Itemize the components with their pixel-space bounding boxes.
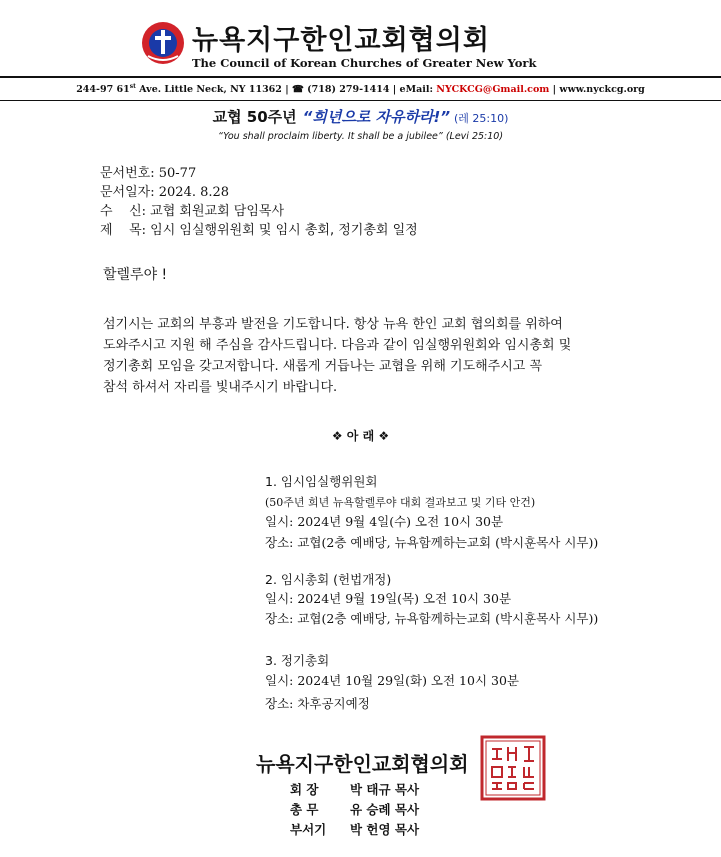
doc-recipient — [100, 200, 284, 219]
theme-english: “You shall proclaim liberty. It shall be a jubilee” (Levi 25:10) — [217, 131, 504, 142]
theme-verse: (레 25:10) — [453, 112, 509, 125]
officer-name: 박 헌영 목사 — [350, 822, 420, 837]
doc-recipient-value: 교협 회원교회 담임목사 — [150, 204, 285, 219]
body-paragraph-line: 참석 하셔서 자리를 빛내주시기 바랍니다. — [103, 380, 338, 395]
officer-president — [290, 780, 419, 798]
greeting: 할렐루야 ! — [103, 267, 168, 283]
header-divider-top — [0, 76, 721, 78]
doc-subject-label: 제 목: — [100, 223, 151, 238]
doc-date-value: 2024. 8.28 — [158, 185, 230, 200]
doc-number-label: 문서번호: — [100, 166, 159, 181]
officer-role: 총 무 — [290, 802, 319, 817]
officer-name: 박 태규 목사 — [350, 782, 420, 797]
officer-role: 회 장 — [290, 782, 319, 797]
address-line — [0, 83, 721, 95]
officer-name: 유 승례 목사 — [350, 802, 420, 817]
website-link[interactable]: | www.nyckcg.org — [549, 84, 645, 96]
official-seal-icon — [480, 735, 546, 801]
address-contact: Ave. Little Neck, NY 11362 | ☎ (718) 279-1414 | eMail: — [135, 84, 437, 96]
section-heading: ❖ 아 래 ❖ — [331, 429, 390, 443]
officer-secretary-general — [290, 800, 419, 818]
address-ordinal: st — [129, 83, 136, 90]
item-date: 일시: 2024년 9월 4일(수) 오전 10시 30분 — [265, 514, 504, 529]
item-title: 2. 임시총회 (헌법개정) — [265, 572, 392, 587]
body-paragraph-line: 섬기시는 교회의 부흥과 발전을 기도합니다. 항상 뉴욕 한인 교회 협의회를 위하여 — [103, 317, 563, 332]
doc-subject-value: 임시 임실행위원회 및 임시 총회, 정기총회 일정 — [150, 223, 418, 238]
item-place: 장소: 교협(2층 예배당, 뉴욕함께하는교회 (박시훈목사 시무)) — [265, 535, 599, 550]
item-title: 1. 임시임실행위원회 — [265, 474, 378, 489]
signature-org: 뉴욕지구한인교회협의회 — [256, 752, 469, 776]
theme-prefix: 교협 50주년 — [212, 108, 297, 126]
address-street: 244-97 61 — [76, 84, 130, 96]
body-paragraph-line: 도와주시고 지원 해 주심을 감사드립니다. 다음과 같이 임실행위원회와 임시총회 및 — [103, 338, 572, 353]
body-paragraph-line: 정기총회 모임을 갖고저합니다. 새롭게 거듭나는 교협을 위해 기도해주시고 꼭 — [103, 359, 543, 374]
email-link[interactable]: NYCKCG@Gmail.com — [436, 84, 550, 96]
council-logo-icon — [140, 20, 186, 66]
theme-slogan: “희년으로 자유하라!” — [302, 108, 450, 126]
anniversary-theme — [0, 106, 721, 127]
doc-date — [100, 181, 229, 200]
item-place: 장소: 차후공지예정 — [265, 696, 370, 711]
item-note: (50주년 희년 뉴욕할렐루야 대회 결과보고 및 기타 안건) — [265, 496, 536, 509]
doc-number-value: 50-77 — [158, 166, 197, 181]
item-date: 일시: 2024년 9월 19일(목) 오전 10시 30분 — [265, 591, 512, 606]
doc-subject — [100, 219, 418, 238]
officer-vice-secretary — [290, 820, 419, 838]
doc-date-label: 문서일자: — [100, 185, 159, 200]
officer-role: 부서기 — [290, 822, 327, 837]
item-date: 일시: 2024년 10월 29일(화) 오전 10시 30분 — [265, 673, 519, 688]
doc-recipient-label: 수 신: — [100, 204, 151, 219]
item-title: 3. 정기총회 — [265, 653, 330, 668]
item-place: 장소: 교협(2층 예배당, 뉴욕함께하는교회 (박시훈목사 시무)) — [265, 611, 599, 626]
doc-number — [100, 162, 196, 181]
org-name-english: The Council of Korean Churches of Greater New York — [192, 56, 537, 70]
org-name-korean: 뉴욕지구한인교회협의회 — [192, 25, 490, 56]
header-divider-bottom — [0, 100, 721, 101]
